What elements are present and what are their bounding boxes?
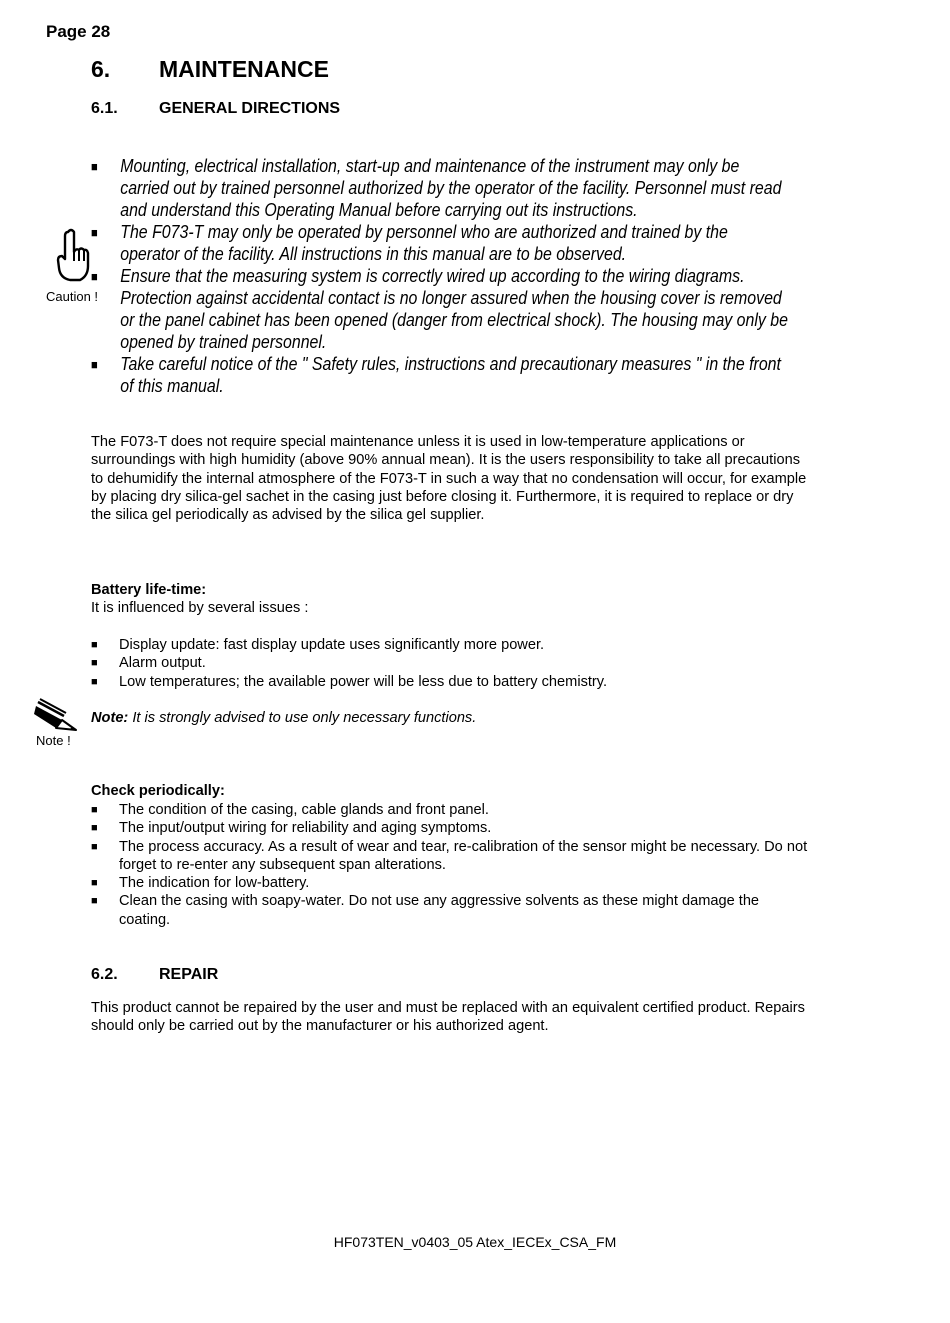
bullet-icon: ■ (91, 269, 98, 284)
caution-item-text: Ensure that the measuring system is correctly wired up according to the wiring diagrams. Protection against accidental contact is no longer assured when the housing cover is removed or the panel cabinet has been opened (danger from electrical shock). The housing may only be opened by trained personnel. (120, 265, 788, 352)
bullet-icon: ■ (91, 840, 98, 853)
list-item (91, 874, 811, 892)
check-heading: Check periodically: (91, 783, 225, 799)
battery-item-text: Display update: fast display update uses significantly more power. (119, 637, 545, 653)
list-item (91, 673, 811, 691)
caution-item-text: Take careful notice of the " Safety rules, instructions and precautionary measures " in the front of this manual. (120, 353, 781, 396)
note-body: It is strongly advised to use only necessary functions. (128, 710, 477, 726)
battery-intro: It is influenced by several issues : (91, 600, 309, 616)
note-text (91, 709, 811, 727)
list-item (91, 819, 811, 837)
note-label: Note ! (36, 733, 71, 748)
list-item (91, 892, 811, 929)
subsection-heading-repair (0, 966, 950, 986)
bullet-icon: ■ (91, 675, 98, 688)
battery-item-text: Low temperatures; the available power will be less due to battery chemistry. (119, 673, 608, 690)
subsection-title: GENERAL DIRECTIONS (159, 100, 341, 117)
caution-item-text: Mounting, electrical installation, start-up and maintenance of the instrument may only be carried out by trained personnel authorized by the operator of the facility. Personnel must read and understand this Operating Manual before carrying out its instructions. (120, 155, 782, 220)
bullet-icon: ■ (91, 225, 98, 240)
bullet-icon: ■ (91, 895, 98, 908)
subsection-number: 6.2. (91, 966, 118, 983)
maintenance-paragraph: The F073-T does not require special maintenance unless it is used in low-temperature applications or surroundings with high humidity (above 90% annual mean). It is the users responsibility to take all precautions to dehumidify the internal atmosphere of the F073-T in such a way that no condensation will occur, for example by placing dry silica-gel sachet in the casing just before closing it. Furthermore, it is required to replace or dry the silica gel periodically as advised by the silica gel supplier. (91, 434, 807, 524)
bullet-icon: ■ (91, 639, 98, 651)
battery-list (91, 636, 811, 691)
battery-heading: Battery life-time: (91, 582, 207, 598)
check-list (91, 801, 811, 929)
bullet-icon: ■ (91, 657, 98, 670)
list-item (91, 654, 811, 672)
note-lead: Note: (91, 710, 129, 726)
caution-label: Caution ! (46, 289, 99, 304)
check-item-text: The input/output wiring for reliability and aging symptoms. (119, 820, 492, 837)
list-item (91, 265, 791, 353)
pencil-note-icon (32, 698, 80, 732)
section-number: 6. (91, 56, 111, 82)
battery-item-text: Alarm output. (119, 655, 206, 672)
pointing-finger-icon (52, 228, 94, 284)
caution-item-text: The F073-T may only be operated by personnel who are authorized and trained by the operator of the facility. All instructions in this manual are to be observed. (120, 221, 728, 264)
list-item (91, 353, 791, 397)
section-heading (0, 56, 950, 84)
subsection-heading-general (0, 100, 950, 120)
list-item (91, 155, 791, 221)
list-item (91, 838, 811, 875)
repair-paragraph: This product cannot be repaired by the user and must be replaced with an equivalent certified product. Repairs should only be carried out by the manufacturer or his authorized agent. (91, 1000, 805, 1035)
list-item (91, 636, 811, 654)
subsection-title: REPAIR (159, 966, 219, 983)
page-number: Page 28 (46, 22, 111, 41)
check-item-text: The condition of the casing, cable glands and front panel. (119, 802, 489, 818)
check-item-text: The process accuracy. As a result of wear and tear, re-calibration of the sensor might be necessary. Do not forget to re-enter any subsequent span alterations. (119, 838, 808, 873)
bullet-icon: ■ (91, 804, 98, 816)
document-footer: HF073TEN_v0403_05 Atex_IECEx_CSA_FM (333, 1234, 617, 1250)
bullet-icon: ■ (91, 357, 98, 372)
bullet-icon: ■ (91, 822, 98, 835)
bullet-icon: ■ (91, 877, 98, 890)
caution-list (91, 155, 791, 397)
list-item (91, 221, 791, 265)
check-item-text: The indication for low-battery. (119, 875, 310, 892)
section-title: MAINTENANCE (159, 56, 329, 82)
subsection-number: 6.1. (91, 100, 118, 117)
check-item-text: Clean the casing with soapy-water. Do not use any aggressive solvents as these might damage the coating. (119, 893, 760, 928)
bullet-icon: ■ (91, 159, 98, 174)
list-item (91, 801, 811, 819)
